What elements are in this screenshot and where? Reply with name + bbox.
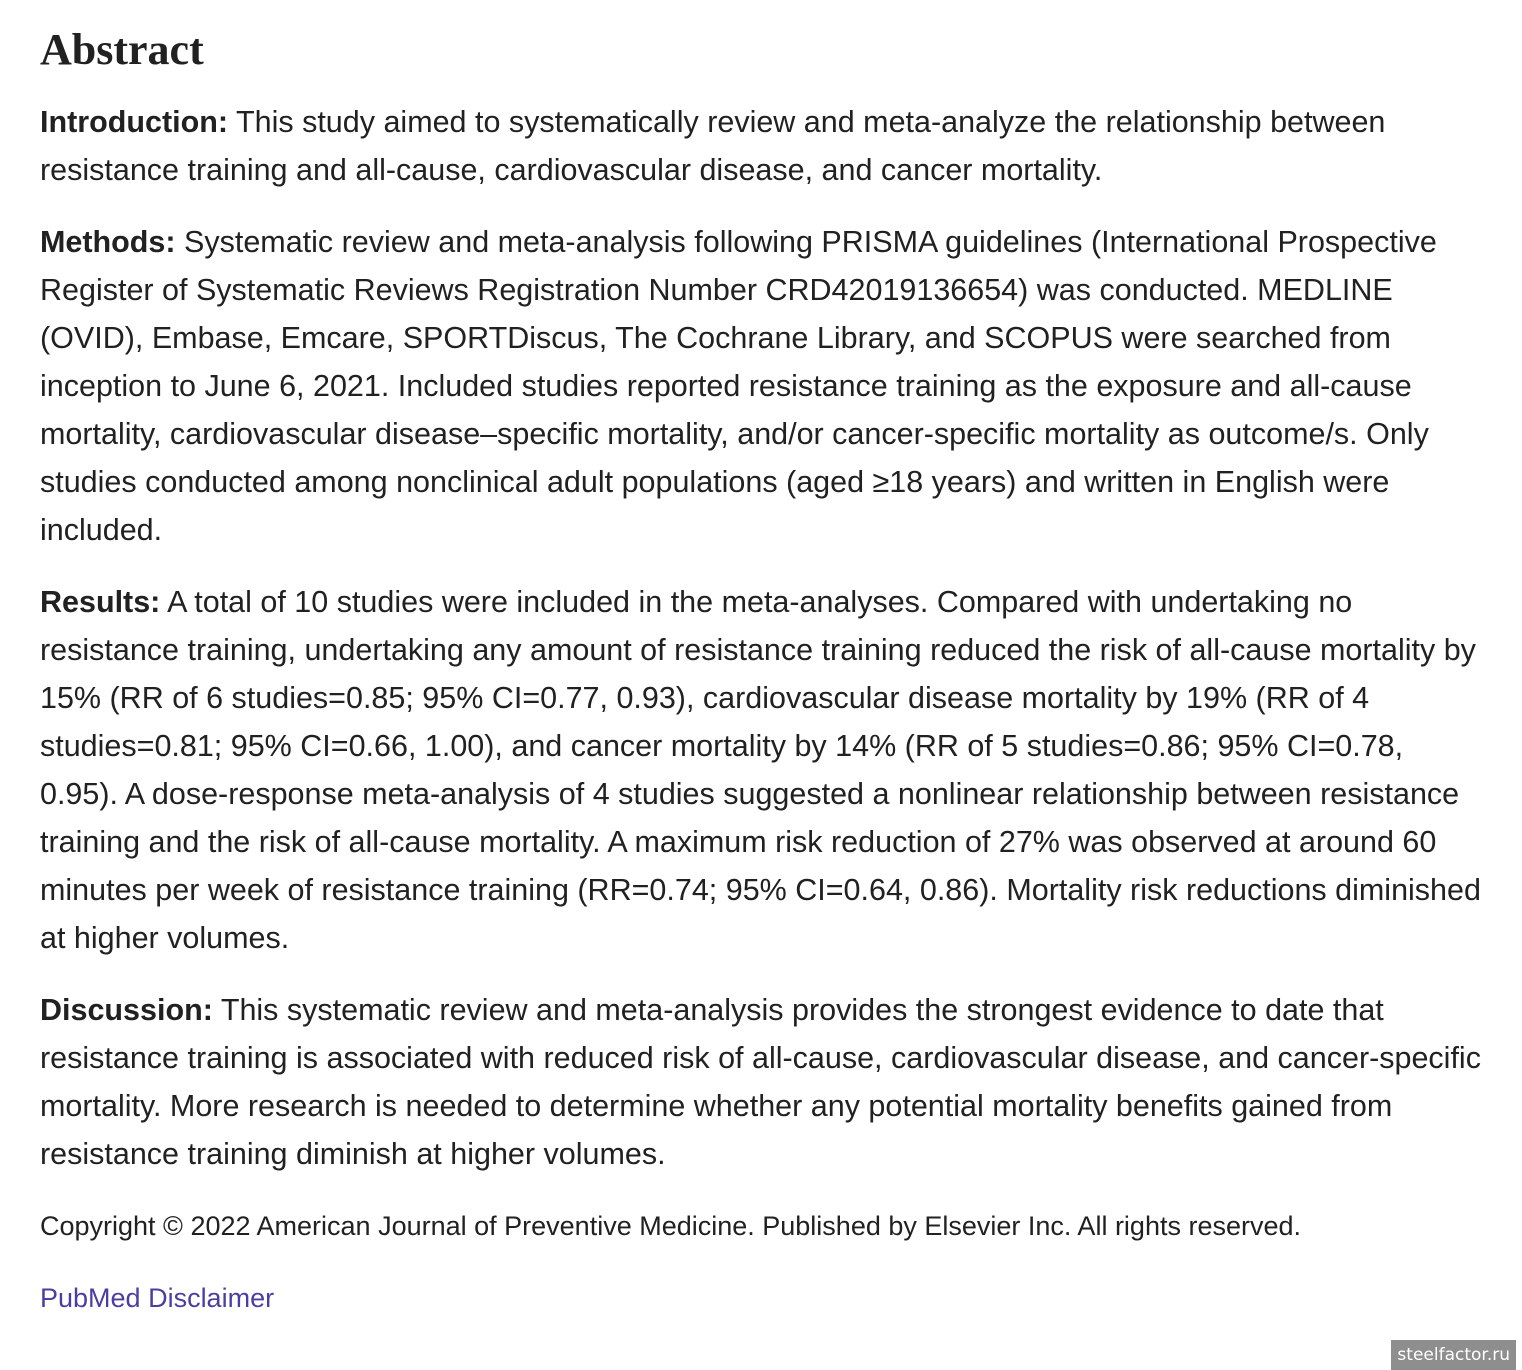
- section-text-results: A total of 10 studies were included in the meta-analyses. Compared with undertaking no resistance training, undertaking any amount of resistance training reduced the risk of all-cause mortality by 15% (RR of 6 studies=0.85; 95% CI=0.77, 0.93), cardiovascular disease mortality by 19% (RR of 4 studies=0.81; 95% CI=0.66, 1.00), and cancer mortality by 14% (RR of 5 studies=0.86; 95% CI=0.78, 0.95). A dose-response meta-analysis of 4 studies suggested a nonlinear relationship between resistance training and the risk of all-cause mortality. A maximum risk reduction of 27% was observed at around 60 minutes per week of resistance training (RR=0.74; 95% CI=0.64, 0.86). Mortality risk reductions diminished at higher volumes.: [40, 585, 1481, 955]
- section-text-discussion: This systematic review and meta-analysis provides the strongest evidence to date that resistance training is associated with reduced risk of all-cause, cardiovascular disease, and cancer-specific mortality. More research is needed to determine whether any potential mortality benefits gained from resistance training diminish at higher volumes.: [40, 993, 1481, 1171]
- section-label-methods: Methods:: [40, 225, 176, 259]
- section-text-introduction: This study aimed to systematically review and meta-analyze the relationship between resistance training and all-cause, cardiovascular disease, and cancer mortality.: [40, 105, 1386, 187]
- abstract-section-methods: [40, 218, 1485, 554]
- abstract-heading: Abstract: [40, 25, 204, 74]
- section-label-introduction: Introduction:: [40, 105, 229, 139]
- abstract-section-discussion: [40, 986, 1485, 1178]
- section-label-results: Results:: [40, 585, 161, 619]
- copyright-notice: Copyright © 2022 American Journal of Preventive Medicine. Published by Elsevier Inc. All rights reserved.: [40, 1211, 1302, 1241]
- section-label-discussion: Discussion:: [40, 993, 213, 1027]
- abstract-section-introduction: [40, 98, 1485, 194]
- pubmed-disclaimer-link[interactable]: PubMed Disclaimer: [40, 1283, 275, 1313]
- abstract-section-results: [40, 578, 1485, 962]
- site-watermark: steelfactor.ru: [1391, 1340, 1516, 1370]
- abstract-container: [40, 0, 1485, 1318]
- section-text-methods: Systematic review and meta-analysis following PRISMA guidelines (International Prospective Register of Systematic Reviews Registration Number CRD42019136654) was conducted. MEDLINE (OVID), Embase, Emcare, SPORTDiscus, The Cochrane Library, and SCOPUS were searched from inception to June 6, 2021. Included studies reported resistance training as the exposure and all-cause mortality, cardiovascular disease–specific mortality, and/or cancer-specific mortality as outcome/s. Only studies conducted among nonclinical adult populations (aged ≥18 years) and written in English were included.: [40, 225, 1437, 547]
